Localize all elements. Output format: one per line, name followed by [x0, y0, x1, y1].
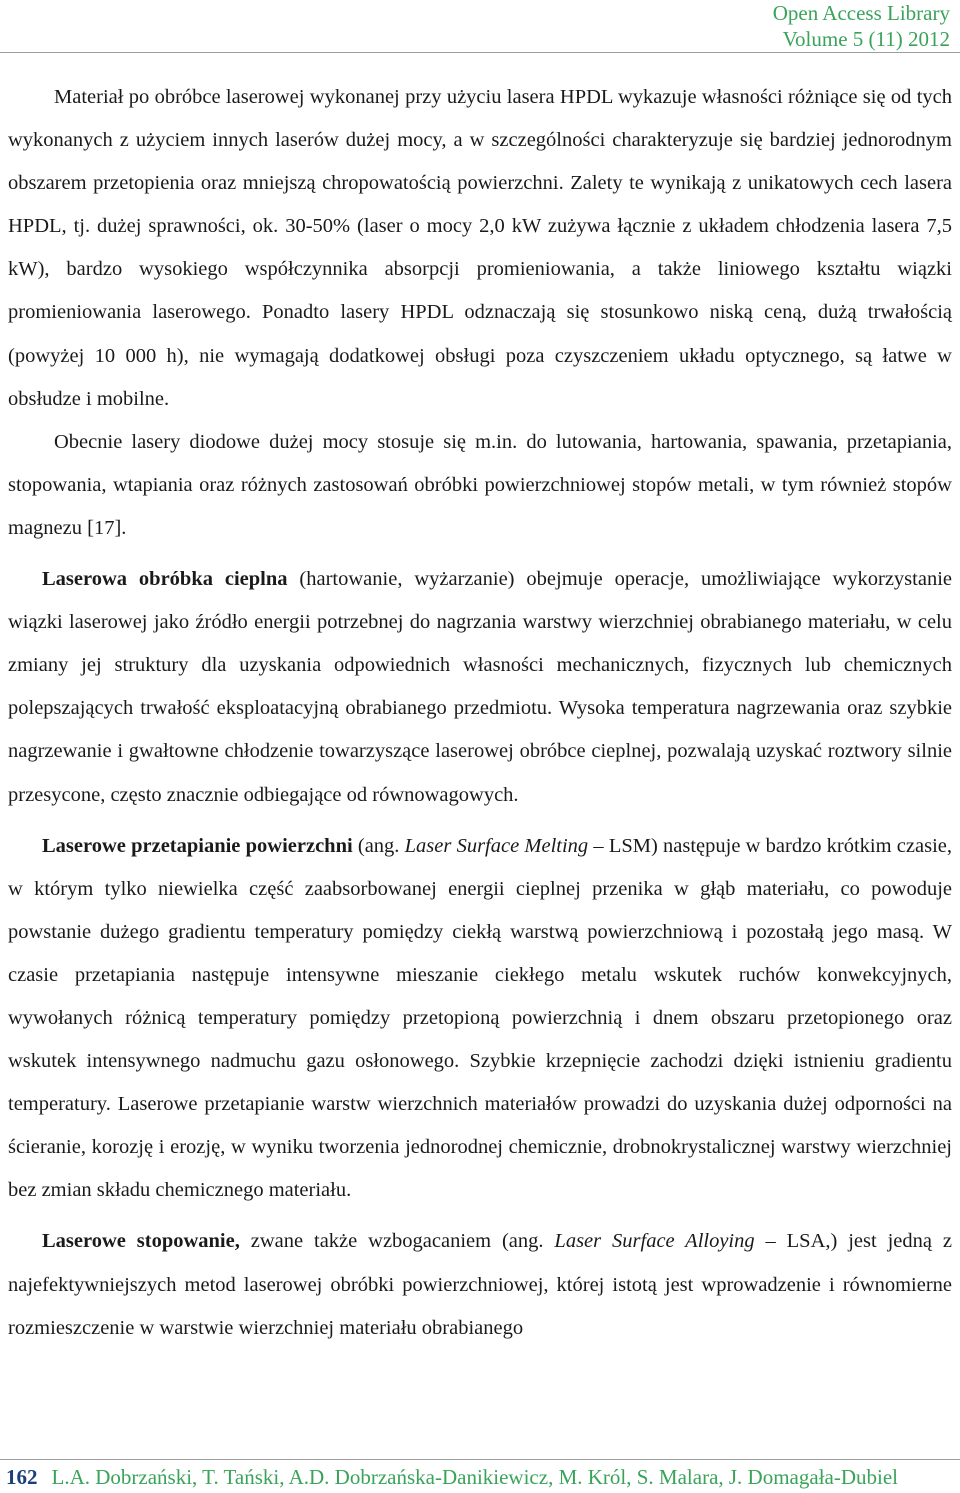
header-divider [0, 52, 960, 53]
paragraph-heat-treatment [8, 558, 952, 817]
page-header [773, 0, 950, 52]
paragraph-surface-melting-pre: (ang. [352, 834, 405, 857]
page-number: 162 [6, 1465, 38, 1489]
paragraph-surface-alloying-pre: zwane także wzbogacaniem (ang. [239, 1230, 555, 1253]
body-text [8, 76, 952, 1350]
journal-volume: Volume 5 (11) 2012 [782, 27, 950, 51]
paragraph-heat-treatment-text: (hartowanie, wyżarzanie) obejmuje operacje, umożliwiające wykorzystanie wiązki laserowej jako źródło energii potrzebnej do nagrzania warstwy wierzchniej obrabianego materiału, w celu zmiany jej struktury dla uzyskania odpowiednich własności mechanicznych, fizycznych lub chemicznych polepszających trwałość eksploatacyjną obrabianego przedmiotu. Wysoka temperatura nagrzewania oraz szybkie nagrzewanie i gwałtowne chłodzenie towarzyszące laserowej obróbce cieplnej, pozwalają uzyskać roztwory silnie przesycone, często znacznie odbiegające od równowagowych. [8, 568, 952, 806]
paragraph-hpdl-properties: Materiał po obróbce laserowej wykonanej przy użyciu lasera HPDL wykazuje własności różniące się od tych wykonanych z użyciem innych laserów dużej mocy, a w szczególności charakteryzuje się bardziej jednorodnym obszarem przetopienia oraz mniejszą chropowatością powierzchni. Zalety te wynikają z unikatowych cech lasera HPDL, tj. dużej sprawności, ok. 30-50% (laser o mocy 2,0 kW zużywa łącznie z układem chłodzenia lasera 7,5 kW), bardzo wysokiego współczynnika absorpcji promieniowania, a także liniowego kształtu wiązki promieniowania laserowego. Ponadto lasery HPDL odznaczają się stosunkowo niską ceną, dużą trwałością (powyżej 10 000 h), nie wymagają dodatkowej obsługi poza czyszczeniem układu optycznego, są łatwe w obsłudze i mobilne. [8, 86, 952, 410]
footer-divider [0, 1459, 960, 1460]
paragraph-surface-melting [8, 825, 952, 1213]
footer-authors: L.A. Dobrzański, T. Tański, A.D. Dobrzańska-Danikiewicz, M. Król, S. Malara, J. Domagała-Dubiel [51, 1465, 899, 1489]
paragraph-diode-applications: Obecnie lasery diodowe dużej mocy stosuje się m.in. do lutowania, hartowania, spawania, przetapiania, stopowania, wtapiania oraz różnych zastosowań obróbki powierzchniowej stopów metali, w tym również stopów magnezu [17]. [8, 430, 952, 539]
journal-name: Open Access Library [772, 1, 950, 25]
paragraph-surface-melting-text: – LSM) następuje w bardzo krótkim czasie, w którym tylko niewielka część zaabsorbowanej energii cieplnej przenika w głąb materiału, co powoduje powstanie dużego gradientu temperatury pomiędzy ciekłą warstwą powierzchniową i pozostałą jego masą. W czasie przetapiania następuje intensywne mieszanie ciekłego metalu wskutek ruchów konwekcyjnych, wywołanych różnicą temperatury pomiędzy przetopioną powierzchnią i dnem obszaru przetopionego oraz wskutek intensywnego nadmuchu gazu osłonowego. Szybkie krzepnięcie zachodzi dzięki istnieniu gradientu temperatury. Laserowe przetapianie warstw wierzchnich materiałów prowadzi do uzyskania dużej odporności na ścieranie, korozję i erozję, w wyniku tworzenia jednorodnej chemicznie, drobnokrystalicznej warstwy wierzchniej bez zmian składu chemicznego materiału. [8, 834, 952, 1202]
term-surface-alloying-english: Laser Surface Alloying [554, 1230, 755, 1253]
page-footer [6, 1464, 898, 1490]
term-surface-alloying: Laserowe stopowanie, [42, 1230, 240, 1253]
term-surface-melting: Laserowe przetapianie powierzchni [42, 834, 353, 857]
term-heat-treatment: Laserowa obróbka cieplna [42, 568, 288, 591]
paragraph-surface-alloying [8, 1220, 952, 1349]
paragraph-surface-alloying-text: – LSA,) jest jedną z najefektywniejszych metod laserowej obróbki powierzchniowej, której istotą jest wprowadzenie i równomierne rozmieszczenie w warstwie wierzchniej materiału obrabianego [8, 1230, 952, 1339]
term-surface-melting-english: Laser Surface Melting [404, 834, 589, 857]
